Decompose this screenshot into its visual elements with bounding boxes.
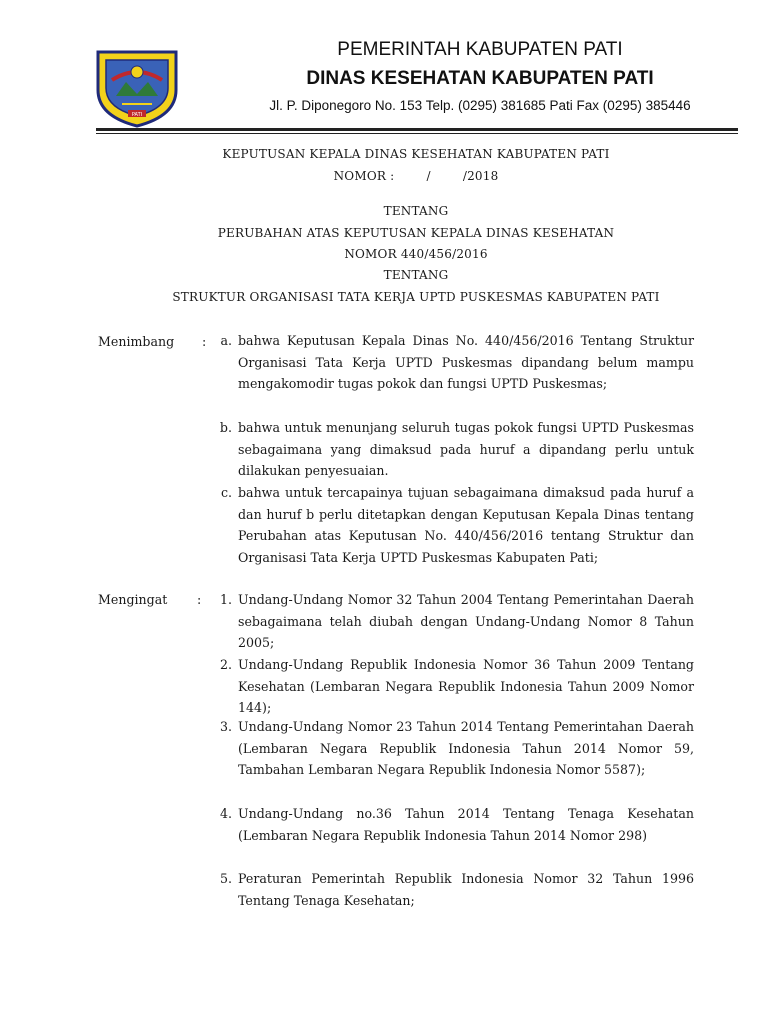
agency-name: DINAS KESEHATAN KABUPATEN PATI bbox=[306, 68, 654, 89]
pati-regency-logo bbox=[92, 46, 182, 128]
decree-subject-line-3: STRUKTUR ORGANISASI TATA KERJA UPTD PUSKESMAS KABUPATEN PATI bbox=[172, 290, 660, 304]
menimbang-marker-b: b. bbox=[219, 420, 232, 435]
menimbang-item-c: bahwa untuk tercapainya tujuan sebagaimana dimaksud pada huruf a dan huruf b perlu ditetapkan dengan Keputusan Kepala Dinas tentang Perubahan atas Keputusan No. 440/456/2016 tentang Struktur dan Organisasi Tata Kerja UPTD Puskesmas Kabupaten Pati; bbox=[238, 485, 694, 565]
decree-number: NOMOR : / /2018 bbox=[333, 169, 499, 183]
letterhead-rule-thick bbox=[96, 128, 738, 131]
mengingat-marker-2: 2. bbox=[219, 657, 232, 672]
letterhead bbox=[0, 0, 768, 140]
menimbang-label: Menimbang bbox=[98, 334, 175, 349]
menimbang-marker-a: a. bbox=[220, 333, 232, 348]
mengingat-marker-3: 3. bbox=[219, 719, 232, 734]
menimbang-item-b: bahwa untuk menunjang seluruh tugas pokok fungsi UPTD Puskesmas sebagaimana yang dimaksud pada huruf a dipandang perlu untuk dilakukan penyesuaian. bbox=[238, 420, 694, 479]
agency-address: Jl. P. Diponegoro No. 153 Telp. (0295) 381685 Pati Fax (0295) 385446 bbox=[269, 98, 691, 113]
mengingat-item-1: Undang-Undang Nomor 32 Tahun 2004 Tentang Pemerintahan Daerah sebagaimana telah diubah dengan Undang-Undang Nomor 8 Tahun 2005; bbox=[238, 592, 694, 651]
logo-label: PATI bbox=[131, 112, 143, 118]
decree-subject-line-2: NOMOR 440/456/2016 bbox=[344, 247, 488, 261]
menimbang-marker-c: c. bbox=[220, 485, 232, 500]
mengingat-marker-1: 1. bbox=[219, 592, 232, 607]
mengingat-item-3: Undang-Undang Nomor 23 Tahun 2014 Tentang Pemerintahan Daerah (Lembaran Negara Republik Indonesia Tahun 2014 Nomor 59, Tambahan Lembaran Negara Republik Indonesia Nomor 5587); bbox=[238, 719, 694, 778]
mengingat-colon: : bbox=[197, 592, 202, 607]
tentang-heading-1: TENTANG bbox=[383, 204, 449, 218]
mengingat-item-2: Undang-Undang Republik Indonesia Nomor 36 Tahun 2009 Tentang Kesehatan (Lembaran Negara Republik Indonesia Tahun 2009 Nomor 144); bbox=[238, 657, 694, 716]
decree-subject-line-1: PERUBAHAN ATAS KEPUTUSAN KEPALA DINAS KESEHATAN bbox=[217, 226, 615, 240]
mengingat-item-4: Undang-Undang no.36 Tahun 2014 Tentang Tenaga Kesehatan (Lembaran Negara Republik Indonesia Tahun 2014 Nomor 298) bbox=[238, 806, 694, 843]
letterhead-rule-thin bbox=[96, 133, 738, 134]
government-name: PEMERINTAH KABUPATEN PATI bbox=[337, 39, 623, 60]
menimbang-colon: : bbox=[202, 334, 207, 349]
mengingat-label: Mengingat bbox=[98, 592, 168, 607]
tentang-heading-2: TENTANG bbox=[383, 268, 449, 282]
menimbang-item-a: bahwa Keputusan Kepala Dinas No. 440/456/2016 Tentang Struktur Organisasi Tata Kerja UPTD Puskesmas dipandang belum mampu mengakomodir tugas pokok dan fungsi UPTD Puskesmas; bbox=[238, 333, 694, 392]
mengingat-item-5: Peraturan Pemerintah Republik Indonesia Nomor 32 Tahun 1996 Tentang Tenaga Kesehatan; bbox=[238, 871, 694, 908]
decree-title: KEPUTUSAN KEPALA DINAS KESEHATAN KABUPATEN PATI bbox=[222, 147, 610, 161]
mengingat-marker-4: 4. bbox=[219, 806, 232, 821]
mengingat-marker-5: 5. bbox=[219, 871, 232, 886]
